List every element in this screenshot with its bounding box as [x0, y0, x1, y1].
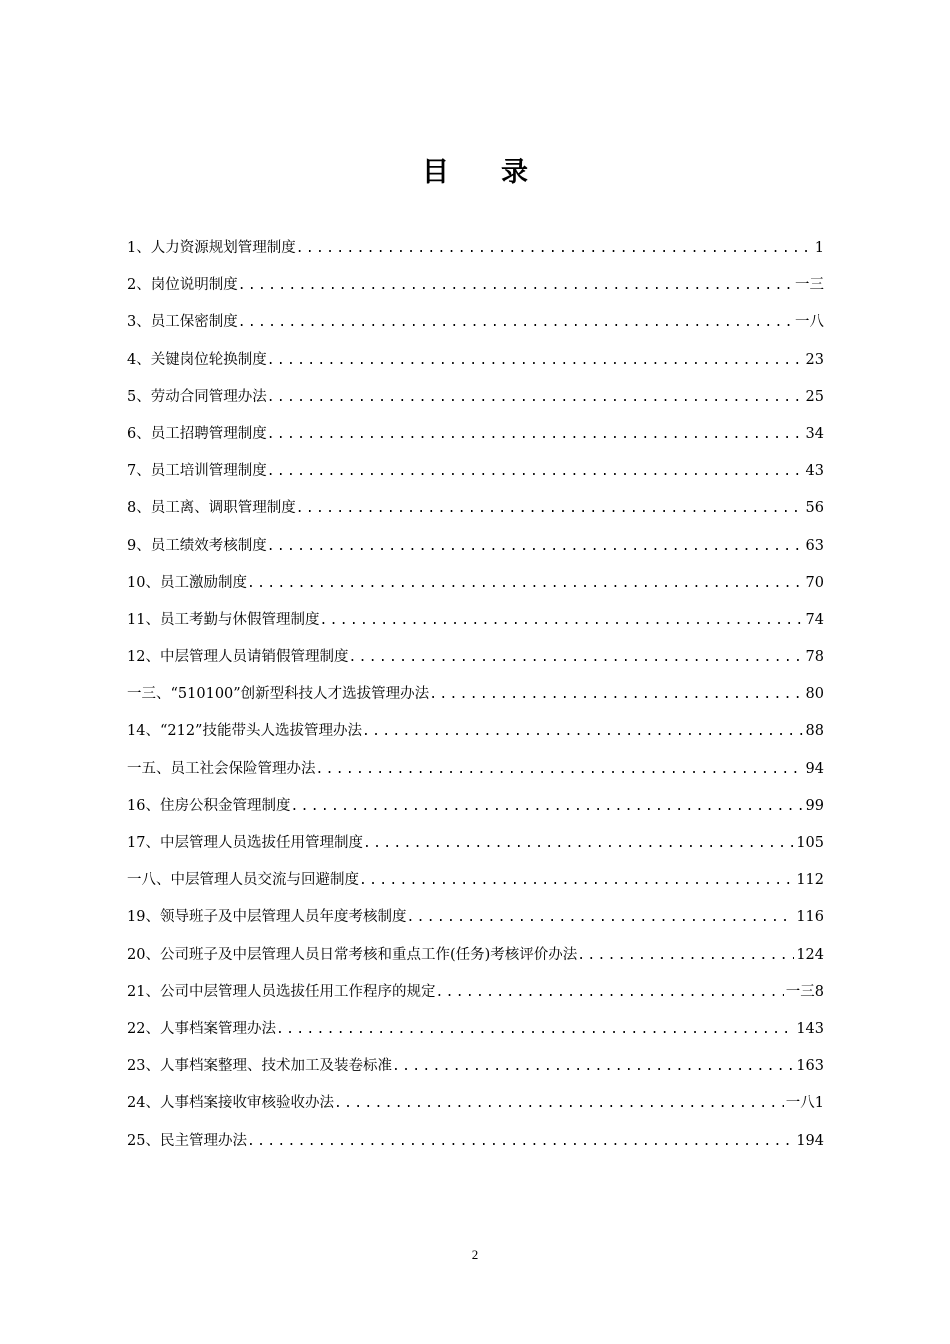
toc-dot-leader: [362, 713, 804, 750]
toc-entry-title: 12、中层管理人员请销假管理制度: [127, 649, 349, 666]
toc-entry[interactable]: [127, 1085, 824, 1122]
toc-dot-leader: [406, 899, 794, 936]
toc-entry[interactable]: [127, 899, 824, 936]
toc-entry[interactable]: [127, 490, 824, 527]
toc-entry[interactable]: [127, 676, 824, 713]
toc-entry[interactable]: [127, 379, 824, 416]
toc-entry-page-number: 194: [796, 1132, 824, 1149]
toc-entry-title: 24、人事档案接收审核验收办法: [127, 1095, 334, 1112]
toc-entry[interactable]: [127, 639, 824, 676]
page-title: 目录: [422, 157, 580, 188]
toc-dot-leader: [296, 490, 804, 527]
toc-entry-page-number: 88: [805, 723, 824, 740]
toc-entry-page-number: 70: [805, 574, 824, 591]
toc-entry-page-number: 34: [805, 425, 824, 442]
toc-entry-title: 一八、中层管理人员交流与回避制度: [127, 872, 359, 889]
toc-entry-title: 11、员工考勤与休假管理制度: [127, 611, 320, 628]
toc-entry[interactable]: [127, 565, 824, 602]
toc-entry-title: 14、“212”技能带头人选拔管理办法: [127, 723, 362, 740]
toc-dot-leader: [363, 825, 794, 862]
toc-entry-page-number: 78: [805, 649, 824, 666]
toc-entry-page-number: 一八: [795, 314, 824, 331]
toc-entry-page-number: 124: [796, 946, 824, 963]
toc-entry[interactable]: [127, 453, 824, 490]
toc-entry-title: 一三、“510100”创新型科技人才选拔管理办法: [127, 686, 430, 703]
toc-entry-page-number: 25: [805, 388, 824, 405]
toc-entry[interactable]: [127, 713, 824, 750]
toc-entry-title: 2、岗位说明制度: [127, 277, 238, 294]
page-number: 2: [471, 1247, 479, 1262]
toc-entry-page-number: 116: [796, 909, 824, 926]
toc-entry-title: 16、住房公积金管理制度: [127, 797, 291, 814]
toc-entry[interactable]: [127, 825, 824, 862]
toc-entry-page-number: 143: [796, 1020, 824, 1037]
toc-entry-title: 22、人事档案管理办法: [127, 1020, 276, 1037]
toc-entry-title: 7、员工培训管理制度: [127, 463, 267, 480]
toc-entry[interactable]: [127, 974, 824, 1011]
toc-entry-page-number: 1: [814, 240, 824, 256]
toc-entry[interactable]: [127, 1123, 824, 1160]
toc-entry-page-number: 80: [805, 686, 824, 703]
toc-entry-page-number: 23: [805, 351, 824, 368]
toc-dot-leader: [392, 1048, 794, 1085]
toc-entry-page-number: 74: [805, 611, 824, 628]
toc-entry[interactable]: [127, 304, 824, 341]
toc-entry-page-number: 43: [805, 463, 824, 480]
toc-dot-leader: [359, 862, 794, 899]
toc-entry-title: 4、关键岗位轮换制度: [127, 351, 267, 368]
toc-entry-page-number: 一三8: [785, 983, 824, 1000]
toc-entry-page-number: 163: [796, 1058, 824, 1075]
toc-entry-page-number: 一八1: [785, 1095, 824, 1112]
toc-entry-page-number: 112: [796, 872, 824, 889]
toc-entry[interactable]: [127, 862, 824, 899]
toc-dot-leader: [435, 974, 783, 1011]
toc-entry[interactable]: [127, 602, 824, 639]
toc-entry-title: 10、员工激励制度: [127, 574, 247, 591]
toc-dot-leader: [238, 304, 793, 341]
toc-entry[interactable]: [127, 937, 824, 974]
toc-dot-leader: [348, 639, 803, 676]
toc-dot-leader: [319, 602, 803, 639]
toc-entry[interactable]: [127, 416, 824, 453]
toc-entry-title: 一五、员工社会保险管理办法: [127, 760, 316, 777]
toc-entry-title: 5、劳动合同管理办法: [127, 388, 267, 405]
toc-dot-leader: [247, 1123, 794, 1160]
toc-entry-page-number: 99: [805, 797, 824, 814]
toc-dot-leader: [334, 1085, 784, 1122]
toc-dot-leader: [276, 1011, 794, 1048]
toc-entry-page-number: 一三: [795, 277, 824, 294]
toc-dot-leader: [267, 416, 804, 453]
toc-dot-leader: [267, 453, 804, 490]
toc-dot-leader: [267, 528, 804, 565]
toc-entry-title: 25、民主管理办法: [127, 1132, 247, 1149]
toc-dot-leader: [296, 230, 813, 267]
toc-entry[interactable]: [127, 528, 824, 565]
toc-entry-page-number: 105: [796, 835, 824, 851]
toc-entry-page-number: 56: [805, 500, 824, 517]
toc-entry[interactable]: [127, 1011, 824, 1048]
toc-dot-leader: [290, 788, 803, 825]
toc-entry-title: 8、员工离、调职管理制度: [127, 500, 296, 517]
toc-entry-title: 9、员工绩效考核制度: [127, 537, 267, 554]
toc-entry[interactable]: [127, 1048, 824, 1085]
toc-entry-page-number: 94: [805, 760, 824, 777]
toc-entry-title: 17、中层管理人员选拔任用管理制度: [127, 835, 363, 851]
toc-entry-title: 20、公司班子及中层管理人员日常考核和重点工作(任务)考核评价办法: [127, 946, 578, 963]
toc-entry-title: 21、公司中层管理人员选拔任用工作程序的规定: [127, 983, 436, 1000]
toc-dot-leader: [238, 267, 793, 304]
toc-entry-title: 6、员工招聘管理制度: [127, 425, 267, 442]
toc-entry[interactable]: [127, 230, 824, 267]
toc-entry[interactable]: [127, 267, 824, 304]
toc-dot-leader: [247, 565, 804, 602]
toc-entry[interactable]: [127, 342, 824, 379]
toc-dot-leader: [316, 751, 804, 788]
toc-dot-leader: [429, 676, 803, 713]
toc-dot-leader: [267, 379, 804, 416]
toc-entry-page-number: 63: [805, 537, 824, 554]
toc-entry[interactable]: [127, 788, 824, 825]
toc-dot-leader: [577, 937, 794, 974]
toc-entry-title: 1、人力资源规划管理制度: [127, 240, 296, 256]
table-of-contents: [127, 230, 824, 1160]
toc-entry-title: 23、人事档案整理、技术加工及装卷标准: [127, 1058, 392, 1075]
toc-entry-title: 3、员工保密制度: [127, 314, 238, 331]
toc-entry-title: 19、领导班子及中层管理人员年度考核制度: [127, 909, 407, 926]
toc-dot-leader: [267, 342, 804, 379]
toc-entry[interactable]: [127, 751, 824, 788]
